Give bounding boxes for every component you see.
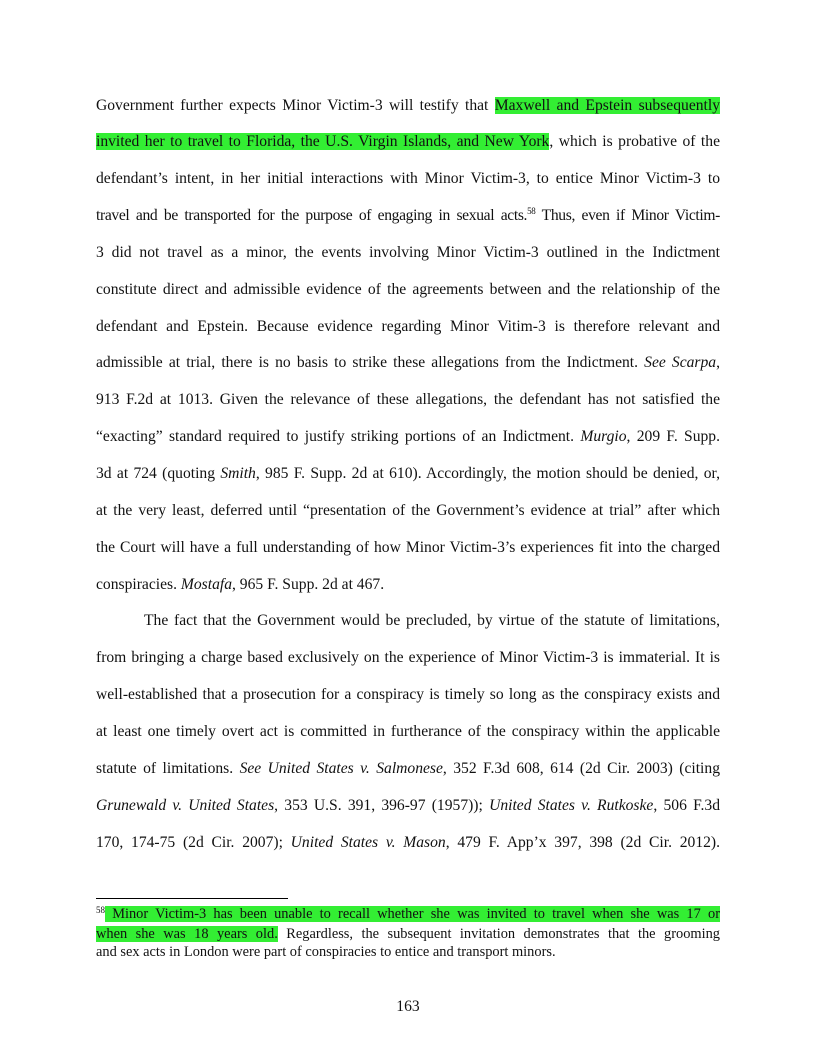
- highlighted-text: invited her to travel to Florida, the U.S. Virgin Islands, and New York: [96, 133, 550, 150]
- body-line-8: [96, 354, 720, 372]
- text-run: , 965 F. Supp. 2d at 467.: [232, 576, 385, 593]
- text-run: conspiracies.: [96, 576, 181, 593]
- text-run: Government further expects Minor Victim-3 will testify that: [96, 97, 495, 114]
- body-line-12: at the very least, deferred until “presentation of the Government’s evidence at trial” after which: [96, 502, 720, 519]
- body-line-4: [96, 207, 720, 225]
- body-line-11: [96, 465, 720, 483]
- footnote-reference[interactable]: 58: [527, 206, 536, 216]
- case-citation: See United States v. Salmonese: [239, 760, 443, 777]
- body-line-13: the Court will have a full understanding of how Minor Victim-3’s experiences fit into the charged: [96, 539, 720, 556]
- body-line-20: [96, 797, 720, 815]
- text-run: 170, 174-75 (2d Cir. 2007);: [96, 834, 291, 851]
- text-run: statute of limitations.: [96, 760, 240, 777]
- text-run: , 352 F.3d 608, 614 (2d Cir. 2003) (citing: [442, 760, 720, 777]
- text-run: Thus, even if Minor Victim-: [535, 207, 720, 224]
- text-run: 3d at 724 (quoting: [96, 465, 221, 482]
- case-citation: Mostafa: [180, 576, 232, 593]
- text-run: Regardless, the subsequent invitation demonstrates that the grooming: [277, 926, 720, 942]
- body-line-9: 913 F.2d at 1013. Given the relevance of these allegations, the defendant has not satisfied the: [96, 391, 720, 408]
- highlighted-text: Maxwell and Epstein subsequently: [494, 97, 720, 114]
- text-run: , 209 F. Supp.: [626, 428, 720, 445]
- body-line-19: [96, 760, 720, 778]
- body-line-16: from bringing a charge based exclusively on the experience of Minor Victim-3 is immaterial. It is: [96, 649, 720, 666]
- text-run: , 506 F.3d: [653, 797, 720, 814]
- case-citation: See Scarpa: [644, 354, 717, 371]
- text-run: travel and be transported for the purpose of engaging in sexual acts.: [96, 207, 528, 224]
- body-line-5: 3 did not travel as a minor, the events involving Minor Victim-3 outlined in the Indictment: [96, 244, 720, 261]
- footnote-line-1: [96, 906, 720, 922]
- text-run: , which is probative of the: [549, 133, 720, 150]
- highlighted-text: Minor Victim-3 has been unable to recall whether she was invited to travel when she was 17 or: [105, 906, 720, 922]
- case-citation: United States v. Mason: [290, 834, 446, 851]
- case-citation: United States v. Rutkoske: [489, 797, 654, 814]
- body-line-18: at least one timely overt act is committed in furtherance of the conspiracy within the applicable: [96, 723, 720, 740]
- body-line-2: [96, 133, 720, 151]
- body-line-17: well-established that a prosecution for a conspiracy is timely so long as the conspiracy exists and: [96, 686, 720, 703]
- footnote-line-3: and sex acts in London were part of conspiracies to entice and transport minors.: [96, 944, 556, 960]
- highlighted-text: when she was 18 years old.: [96, 926, 278, 942]
- case-citation: Smith: [220, 465, 256, 482]
- case-citation: Grunewald v. United States: [96, 797, 275, 814]
- body-line-21: [96, 834, 720, 852]
- footnote-number: 58: [96, 905, 105, 915]
- body-line-15: The fact that the Government would be precluded, by virtue of the statute of limitations,: [144, 612, 720, 629]
- text-run: ,: [716, 354, 720, 371]
- footnote-line-2: [96, 926, 720, 942]
- footnote-separator: [96, 898, 288, 899]
- body-line-14: [96, 576, 720, 594]
- case-citation: Murgio: [580, 428, 627, 445]
- text-run: , 479 F. App’x 397, 398 (2d Cir. 2012).: [445, 834, 720, 851]
- text-run: , 985 F. Supp. 2d at 610). Accordingly, the motion should be denied, or,: [255, 465, 720, 482]
- text-run: , 353 U.S. 391, 396-97 (1957));: [274, 797, 490, 814]
- body-line-7: defendant and Epstein. Because evidence regarding Minor Vitim-3 is therefore relevant and: [96, 318, 720, 335]
- page-number: 163: [396, 998, 420, 1015]
- body-line-6: constitute direct and admissible evidence of the agreements between and the relationship of the: [96, 281, 720, 298]
- body-line-3: defendant’s intent, in her initial interactions with Minor Victim-3, to entice Minor Victim-3 to: [96, 170, 720, 187]
- text-run: “exacting” standard required to justify striking portions of an Indictment.: [96, 428, 581, 445]
- body-line-1: [96, 97, 720, 115]
- body-line-10: [96, 428, 720, 446]
- text-run: admissible at trial, there is no basis to strike these allegations from the Indictment.: [96, 354, 645, 371]
